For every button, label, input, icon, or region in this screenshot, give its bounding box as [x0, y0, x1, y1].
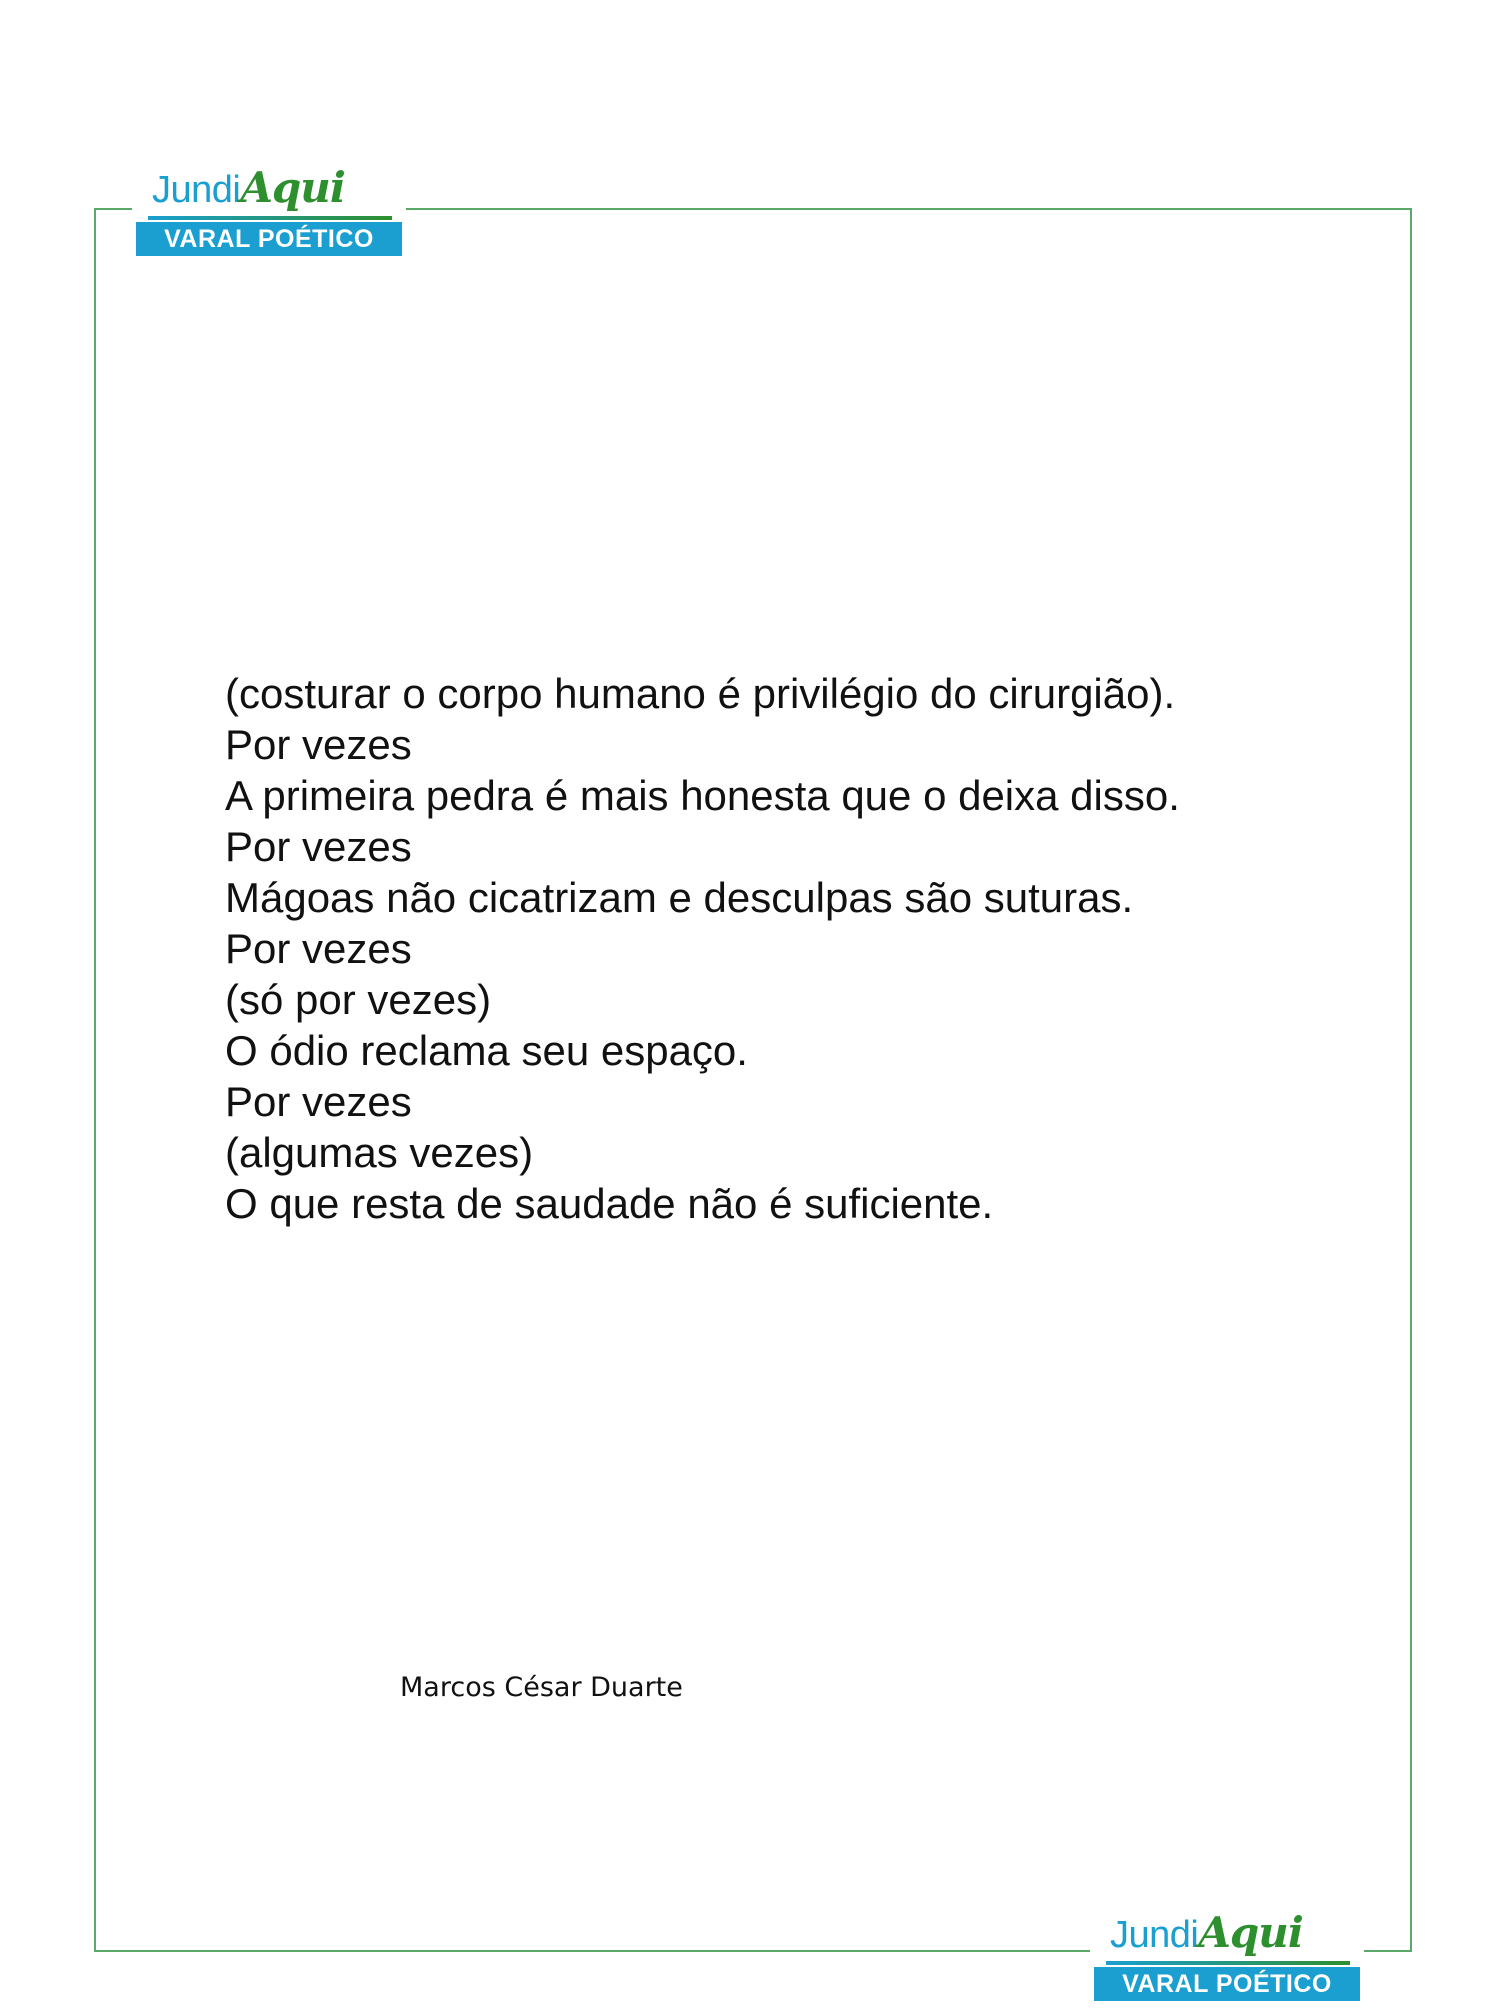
logo-jundi-text: Jundi: [1110, 1914, 1199, 1956]
poem-line: (costurar o corpo humano é privilégio do cirurgião).: [225, 670, 1176, 717]
logo-badge: VARAL POÉTICO: [1094, 1967, 1360, 2001]
logo-jundi-text: Jundi: [152, 169, 241, 211]
poem-line: O que resta de saudade não é suficiente.: [225, 1180, 994, 1227]
logo-underline: [148, 216, 392, 220]
logo-aqui-text: Aqui: [240, 163, 345, 212]
poem-line: Por vezes: [225, 823, 412, 870]
poem-line: Por vezes: [225, 1078, 412, 1125]
poem: [225, 668, 1365, 1229]
poem-line: A primeira pedra é mais honesta que o deixa disso.: [225, 772, 1180, 819]
poem-line: (algumas vezes): [225, 1129, 534, 1176]
logo-wordmark: [136, 160, 402, 216]
logo-wordmark: [1094, 1905, 1360, 1961]
author-name: Marcos César Duarte: [400, 1672, 683, 1703]
poem-line: (só por vezes): [225, 976, 492, 1023]
logo-underline: [1106, 1961, 1350, 1965]
poem-line: Mágoas não cicatrizam e desculpas são suturas.: [225, 874, 1134, 921]
logo-top: [132, 160, 406, 260]
logo-badge: VARAL POÉTICO: [136, 222, 402, 256]
poem-line: O ódio reclama seu espaço.: [225, 1027, 748, 1074]
logo-bottom: [1090, 1905, 1364, 2005]
poem-line: Por vezes: [225, 721, 412, 768]
logo-aqui-text: Aqui: [1198, 1908, 1303, 1957]
poem-line: Por vezes: [225, 925, 412, 972]
